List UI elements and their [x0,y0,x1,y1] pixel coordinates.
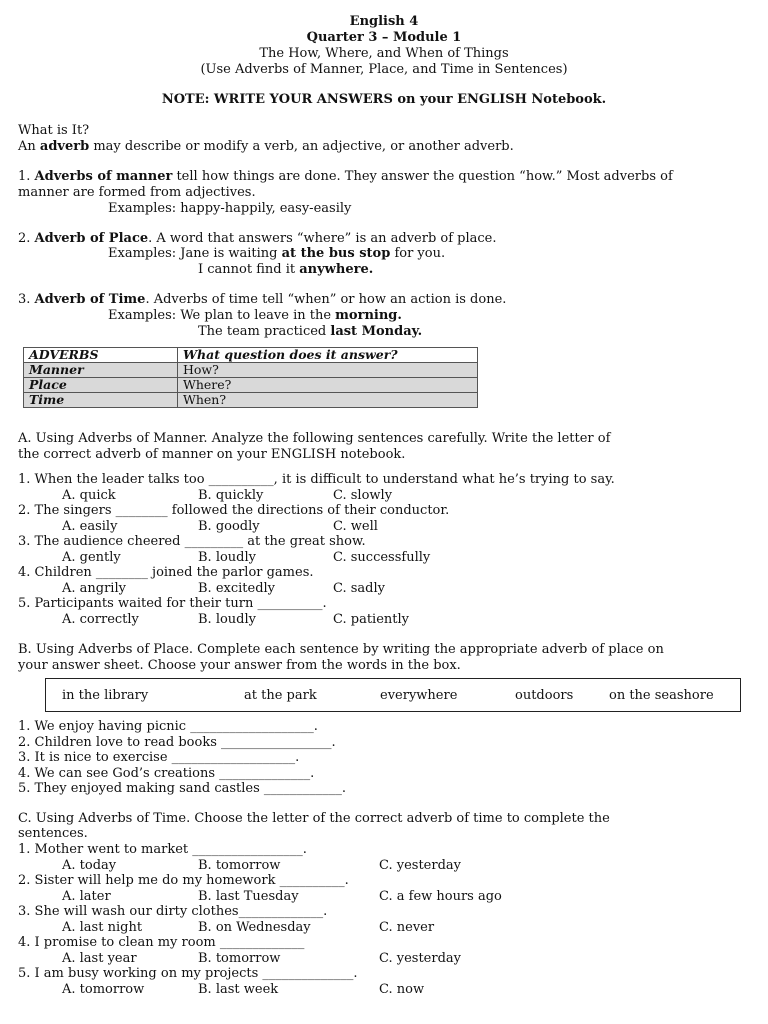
table-cell-question: When? [178,393,478,408]
place-definition: 2. Adverb of Place. A word that answers “where” is an adverb of place. [18,231,497,246]
choice-c: C. a few hours ago [379,889,502,904]
choice-b: B. goodly [198,519,260,534]
part-b-instructions-line2: your answer sheet. Choose your answer from the words in the box. [18,658,461,673]
word-box [45,678,741,712]
part-b-question: 4. We can see God’s creations ______________. [18,766,315,781]
subject-title: English 4 [349,14,419,29]
table-row [24,378,478,393]
part-a-question: 2. The singers ________ followed the directions of their conductor. [18,503,450,518]
choice-b: B. tomorrow [198,858,281,873]
part-a-instructions: A. Using Adverbs of Manner. Analyze the following sentences carefully. Write the letter of [18,431,611,446]
table-cell-question: How? [178,363,478,378]
manner-definition-line2: manner are formed from adjectives. [18,185,256,200]
part-a-question: 4. Children ________ joined the parlor games. [18,565,314,580]
time-example-2: The team practiced last Monday. [198,324,423,339]
part-a-instructions-line2: the correct adverb of manner on your ENGLISH notebook. [18,447,406,462]
choice-a: A. correctly [62,612,139,627]
time-example-1: Examples: We plan to leave in the morning. [108,308,402,323]
choice-a: A. quick [62,488,116,503]
choice-c: C. well [333,519,378,534]
choice-b: B. quickly [198,488,264,503]
part-b-question: 5. They enjoyed making sand castles ____________. [18,781,347,796]
choice-a: A. last night [62,920,143,935]
part-c-question: 2. Sister will help me do my homework __________. [18,873,349,888]
part-b-instructions: B. Using Adverbs of Place. Complete each sentence by writing the appropriate adverb of place on [18,642,664,657]
table-cell-question: Where? [178,378,478,393]
choice-b: B. on Wednesday [198,920,311,935]
manner-definition: 1. Adverbs of manner tell how things are done. They answer the question “how.” Most adverbs of [18,169,673,184]
part-b-question: 3. It is nice to exercise ___________________. [18,750,300,765]
part-a-question: 3. The audience cheered _________ at the great show. [18,534,366,549]
part-c-instructions: C. Using Adverbs of Time. Choose the letter of the correct adverb of time to complete the [18,811,610,826]
choice-b: B. loudly [198,612,256,627]
choice-a: A. later [62,889,111,904]
part-c-instructions-line2: sentences. [18,826,88,841]
word-option: in the library [62,688,149,703]
part-b-question: 1. We enjoy having picnic ___________________. [18,719,318,734]
word-option: at the park [244,688,317,703]
quarter-module: Quarter 3 – Module 1 [306,30,462,45]
adverb-definition: An adverb may describe or modify a verb, an adjective, or another adverb. [18,139,514,154]
choice-a: A. today [62,858,117,873]
choice-a: A. tomorrow [62,982,145,997]
lesson-title: The How, Where, and When of Things [259,46,509,61]
place-example-1: Examples: Jane is waiting at the bus stop for you. [108,246,446,261]
adverbs-table [23,347,478,408]
choice-b: B. loudly [198,550,256,565]
table-cell-adverb: Time [24,393,178,408]
part-a-question: 5. Participants waited for their turn __________. [18,596,327,611]
choice-c: C. sadly [333,581,385,596]
choice-a: A. gently [62,550,121,565]
choice-c: C. patiently [333,612,409,627]
choice-c: C. yesterday [379,858,462,873]
choice-a: A. easily [62,519,118,534]
note-line: NOTE: WRITE YOUR ANSWERS on your ENGLISH Notebook. [161,92,607,107]
word-option: everywhere [380,688,458,703]
choice-b: B. last Tuesday [198,889,299,904]
table-row [24,393,478,408]
time-definition: 3. Adverb of Time. Adverbs of time tell “when” or how an action is done. [18,292,507,307]
choice-a: A. last year [62,951,137,966]
part-c-question: 4. I promise to clean my room _____________ [18,935,305,950]
part-a-question: 1. When the leader talks too __________, it is difficult to understand what he’s trying to say. [18,472,615,487]
table-header-cell: What question does it answer? [178,348,478,363]
manner-examples: Examples: happy-happily, easy-easily [108,201,352,216]
table-header-cell: ADVERBS [24,348,178,363]
word-option: outdoors [515,688,574,703]
place-example-2: I cannot find it anywhere. [198,262,374,277]
what-is-it-heading: What is It? [18,123,90,138]
table-cell-adverb: Manner [24,363,178,378]
part-c-question: 1. Mother went to market _________________. [18,842,307,857]
part-c-question: 5. I am busy working on my projects ______________. [18,966,358,981]
choice-c: C. slowly [333,488,393,503]
choice-c: C. successfully [333,550,431,565]
choice-c: C. never [379,920,435,935]
choice-b: B. tomorrow [198,951,281,966]
part-b-question: 2. Children love to read books _________________. [18,735,336,750]
choice-b: B. excitedly [198,581,276,596]
part-c-question: 3. She will wash our dirty clothes_____________. [18,904,328,919]
lesson-subtitle: (Use Adverbs of Manner, Place, and Time in Sentences) [200,62,568,77]
table-header-row [24,348,478,363]
choice-c: C. now [379,982,425,997]
word-option: on the seashore [609,688,714,703]
table-row [24,363,478,378]
table-cell-adverb: Place [24,378,178,393]
choice-a: A. angrily [62,581,126,596]
choice-b: B. last week [198,982,279,997]
choice-c: C. yesterday [379,951,462,966]
